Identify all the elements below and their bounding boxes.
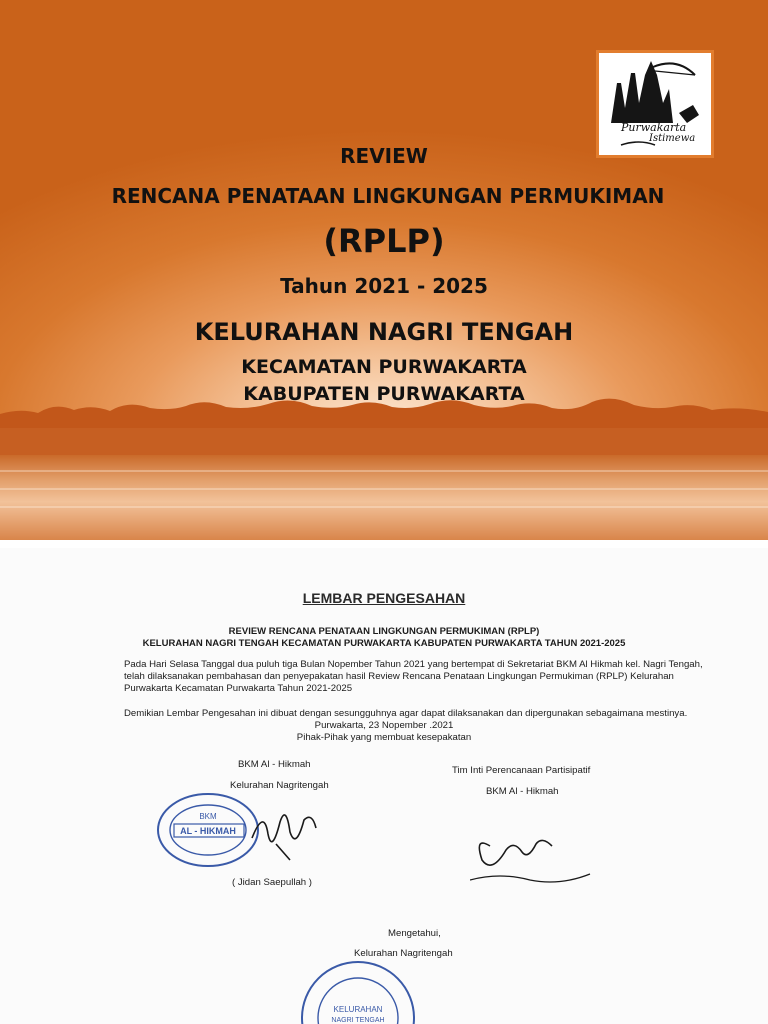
left-org-label: BKM Al - Hikmah [238, 759, 311, 770]
ripple [0, 488, 768, 490]
cover-review-label: REVIEW [340, 144, 428, 168]
closing-statement: Demikian Lembar Pengesahan ini dibuat dengan sesungguhnya agar dapat dilaksanakan dan dipergunakan sebagaimana mestinya. [124, 708, 688, 719]
approval-sheet [0, 548, 768, 1024]
center-kelurahan-label: Kelurahan Nagritengah [354, 948, 453, 959]
stamp-line: KELURAHAN [333, 1005, 383, 1014]
cover-kecamatan: KECAMATAN PURWAKARTA [241, 356, 527, 378]
paragraph-line: Purwakarta Kecamatan Purwakarta Tahun 2021-2025 [124, 683, 353, 694]
paragraph-line: telah dilaksanakan pembahasan dan penyepakatan hasil Review Rencana Penataan Lingkungan Permukiman (RPLP) Kelurahan [124, 671, 674, 682]
parties-label: Pihak-Pihak yang membuat kesepakatan [296, 732, 472, 743]
ripple [0, 506, 768, 508]
logo-text-istimewa: Istimewa [649, 133, 696, 144]
left-signature [246, 798, 326, 868]
paragraph-line: Pada Hari Selasa Tanggal dua puluh tiga Bulan Nopember Tahun 2021 yang bertempat di Sekretariat BKM Al Hikmah kel. Nagri Tengah, [124, 659, 703, 670]
stamp-line: AL - HIKMAH [180, 826, 236, 836]
left-signer-name: ( Jidan Saepullah ) [232, 877, 312, 888]
right-team-label: Tim Inti Perencanaan Partisipatif [452, 765, 591, 776]
approval-subtitle: REVIEW RENCANA PENATAAN LINGKUNGAN PERMUKIMAN (RPLP) [228, 626, 540, 637]
cover-kelurahan: KELURAHAN NAGRI TENGAH [194, 318, 574, 346]
acknowledged-label: Mengetahui, [388, 928, 441, 939]
approval-title: LEMBAR PENGESAHAN [302, 590, 466, 606]
lake-reflection [0, 455, 768, 540]
cover-acronym: (RPLP) [323, 222, 445, 260]
kelurahan-stamp [298, 956, 418, 1024]
stamp-line: BKM [199, 812, 217, 821]
cover-year-range: Tahun 2021 - 2025 [280, 274, 488, 298]
left-kelurahan-label: Kelurahan Nagritengah [230, 780, 329, 791]
right-signature [470, 816, 600, 896]
approval-subtitle-location: KELURAHAN NAGRI TENGAH KECAMATAN PURWAKARTA KABUPATEN PURWAKARTA TAHUN 2021-2025 [142, 638, 626, 649]
stamp-line: NAGRI TENGAH [331, 1017, 385, 1024]
right-org-label: BKM Al - Hikmah [486, 786, 559, 797]
cover-title: RENCANA PENATAAN LINGKUNGAN PERMUKIMAN [111, 184, 665, 208]
logo-text-purwakarta: Purwakarta [621, 121, 687, 134]
ripple [0, 470, 768, 472]
cover-kabupaten: KABUPATEN PURWAKARTA [243, 383, 525, 405]
place-date: Purwakarta, 23 Nopember .2021 [314, 720, 454, 731]
purwakarta-logo [596, 50, 714, 158]
